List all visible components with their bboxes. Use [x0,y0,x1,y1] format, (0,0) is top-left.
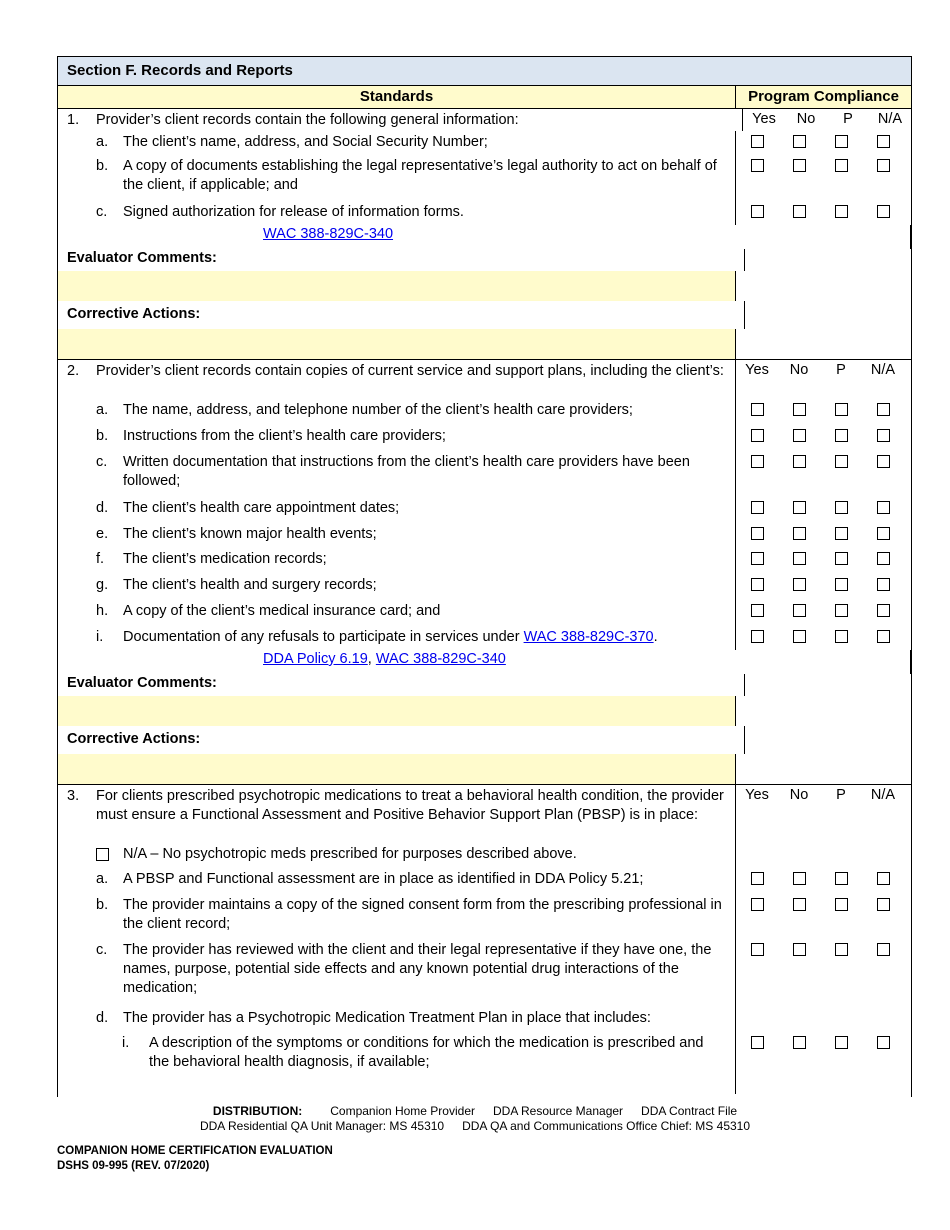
yes-checkbox[interactable] [751,135,764,148]
yes-checkbox[interactable] [751,578,764,591]
na-checkbox[interactable] [877,403,890,416]
checkbox-group [736,525,911,550]
item-1-reference-row [58,225,911,249]
form-identifier [57,1144,333,1174]
sub-text: Documentation of any refusals to participate in services under WAC 388-829C-370. [123,629,658,645]
no-checkbox[interactable] [793,429,806,442]
checkbox-group [736,602,911,628]
yes-checkbox[interactable] [751,429,764,442]
corrective-actions-field[interactable] [58,329,911,359]
compliance-header: Program Compliance [736,86,911,108]
checkbox-group [736,896,911,941]
corrective-actions-label: Corrective Actions: [58,301,745,329]
no-checkbox[interactable] [793,898,806,911]
column-labels: Yes No P N/A [752,111,903,127]
checkbox-group [736,499,911,525]
na-checkbox[interactable] [877,630,890,643]
item-3a-row: a. A PBSP and Functional assessment are in place as identified in DDA Policy 5.21; [58,870,911,896]
partial-checkbox[interactable] [835,1036,848,1049]
evaluator-comments-label: Evaluator Comments: [58,674,745,696]
item-number: 2. [67,363,80,379]
corrective-actions-field[interactable] [58,754,911,784]
yes-checkbox[interactable] [751,455,764,468]
sub-text: The name, address, and telephone number of the client’s health care providers; [123,402,633,418]
item-3-na-checkbox[interactable] [96,848,109,861]
sub-text: Written documentation that instructions from the client’s health care providers have been followed; [123,454,690,489]
na-checkbox[interactable] [877,501,890,514]
yes-checkbox[interactable] [751,527,764,540]
checkbox-group [736,576,911,602]
sub-text: A copy of documents establishing the legal representative’s legal authority to act on behalf of the client, if applicable; and [123,158,717,193]
item-2b-row: b. Instructions from the client’s health care providers; [58,427,911,453]
sub-text: Instructions from the client’s health care providers; [123,428,446,444]
sub-text: A copy of the client’s medical insurance card; and [123,603,441,619]
partial-checkbox[interactable] [835,604,848,617]
sub-text: The provider has reviewed with the client and their legal representative if they have one, the names, purpose, potential side effects and any known potential drug interactions of the medication; [123,942,712,996]
item-2h-row: h. A copy of the client’s medical insurance card; and [58,602,911,628]
na-checkbox[interactable] [877,872,890,885]
item-text: For clients prescribed psychotropic medications to treat a behavioral health condition, the provider must ensure a Functional Assessment and Positive Behavior Support Plan (PBSP) is in place: [96,788,724,823]
partial-checkbox[interactable] [835,403,848,416]
sub-text: The client’s health care appointment dates; [123,500,400,516]
yes-checkbox[interactable] [751,205,764,218]
no-checkbox[interactable] [793,578,806,591]
checkbox-group [736,453,911,499]
column-labels: Yes No P N/A [745,787,896,803]
no-checkbox[interactable] [793,455,806,468]
item-2-reference-row: DDA Policy 6.19, WAC 388-829C-340 [58,650,911,674]
checkbox-group [736,941,911,1009]
checkbox-group [736,870,911,896]
checkbox-group [736,131,911,157]
sub-text: The client’s name, address, and Social Security Number; [123,134,488,150]
no-checkbox[interactable] [793,604,806,617]
sub-text: A PBSP and Functional assessment are in place as identified in DDA Policy 5.21; [123,871,644,887]
item-2a-row: a. The name, address, and telephone number of the client’s health care providers; [58,401,911,427]
distribution-item: DDA Residential QA Unit Manager: MS 45310 [199,1119,445,1133]
evaluator-comments-label: Evaluator Comments: [58,249,745,271]
partial-checkbox[interactable] [835,429,848,442]
distribution-item: DDA QA and Communications Office Chief: MS 45310 [462,1119,751,1133]
partial-checkbox[interactable] [835,501,848,514]
item-2-row [58,359,911,401]
partial-checkbox[interactable] [835,205,848,218]
item-1a-row: a. The client’s name, address, and Social Security Number; [58,131,911,157]
item-number: 1. [67,112,80,128]
yes-checkbox[interactable] [751,630,764,643]
sub-text: Signed authorization for release of information forms. [123,204,464,220]
yes-checkbox[interactable] [751,604,764,617]
sub-text: The client’s medication records; [123,551,327,567]
sub-text: The client’s known major health events; [123,526,377,542]
yes-checkbox[interactable] [751,1036,764,1049]
item-2c-row: c. Written documentation that instructions from the client’s health care providers have been followed; [58,453,911,499]
item-number: 3. [67,788,80,804]
na-checkbox[interactable] [877,429,890,442]
wac-340-link[interactable]: WAC 388-829C-340 [263,226,394,242]
distribution-label: DISTRIBUTION: [212,1104,303,1118]
checkbox-group [736,550,911,576]
evaluator-comments-field[interactable] [58,271,911,301]
partial-checkbox[interactable] [835,527,848,540]
checkbox-group [736,157,911,203]
partial-checkbox[interactable] [835,159,848,172]
form-table [57,56,912,1097]
wac-340-link[interactable]: WAC 388-829C-340 [375,651,506,667]
na-text: N/A – No psychotropic meds prescribed for purposes described above. [123,846,577,862]
distribution-footer [0,1104,950,1134]
partial-checkbox[interactable] [835,455,848,468]
no-checkbox[interactable] [793,501,806,514]
no-checkbox[interactable] [793,872,806,885]
partial-checkbox[interactable] [835,578,848,591]
dda-policy-619-link[interactable]: DDA Policy 6.19 [263,651,368,667]
item-1b-row: b. A copy of documents establishing the legal representative’s legal authority to act on behalf of the client, if applicable; and [58,157,911,203]
item-2e-row: e. The client’s known major health events; [58,525,911,550]
yes-checkbox[interactable] [751,159,764,172]
distribution-item: DDA Contract File [641,1104,738,1118]
partial-checkbox[interactable] [835,552,848,565]
no-checkbox[interactable] [793,159,806,172]
yes-checkbox[interactable] [751,403,764,416]
item-3b-row: b. The provider maintains a copy of the signed consent form from the prescribing professional in the client record; [58,896,911,941]
sub-text: The provider has a Psychotropic Medication Treatment Plan in place that includes: [123,1010,651,1026]
corrective-actions-label: Corrective Actions: [58,726,745,754]
item-2g-row: g. The client’s health and surgery records; [58,576,911,602]
sub-text: The provider maintains a copy of the signed consent form from the prescribing professional in the client record; [123,897,722,932]
form-number: DSHS 09-995 (REV. 07/2020) [57,1160,210,1172]
na-checkbox[interactable] [877,1036,890,1049]
yes-checkbox[interactable] [751,501,764,514]
sub-text: The client’s health and surgery records; [123,577,377,593]
na-checkbox[interactable] [877,205,890,218]
item-3-na-row [58,845,911,870]
yes-checkbox[interactable] [751,552,764,565]
checkbox-group [736,401,911,427]
partial-checkbox[interactable] [835,135,848,148]
no-checkbox[interactable] [793,1036,806,1049]
no-checkbox[interactable] [793,630,806,643]
checkbox-group [736,628,911,650]
partial-checkbox[interactable] [835,898,848,911]
item-3c-row: c. The provider has reviewed with the client and their legal representative if they have one, the names, purpose, potential side effects and any known potential drug interactions of the medication; [58,941,911,1009]
item-3-row [58,784,911,845]
no-checkbox[interactable] [793,403,806,416]
item-1c-row: c. Signed authorization for release of information forms. [58,203,911,225]
no-checkbox[interactable] [793,205,806,218]
item-3d-row: d. The provider has a Psychotropic Medication Treatment Plan in place that includes: [58,1009,911,1034]
na-checkbox[interactable] [877,135,890,148]
yes-checkbox[interactable] [751,872,764,885]
na-checkbox[interactable] [877,604,890,617]
no-checkbox[interactable] [793,552,806,565]
na-checkbox[interactable] [877,455,890,468]
item-text: Provider’s client records contain copies of current service and support plans, including the client’s: [96,363,724,379]
no-checkbox[interactable] [793,943,806,956]
yes-checkbox[interactable] [751,943,764,956]
item-text: Provider’s client records contain the following general information: [96,112,519,128]
sub-text: A description of the symptoms or conditions for which the medication is prescribed and the behavioral health diagnosis, if available; [149,1035,704,1070]
na-checkbox[interactable] [877,898,890,911]
partial-checkbox[interactable] [835,943,848,956]
na-checkbox[interactable] [877,578,890,591]
partial-checkbox[interactable] [835,630,848,643]
table-header [58,86,911,109]
standards-header: Standards [58,86,736,108]
yes-checkbox[interactable] [751,898,764,911]
checkbox-group [736,427,911,453]
item-1-row [58,109,911,131]
form-title: COMPANION HOME CERTIFICATION EVALUATION [57,1145,333,1157]
wac-370-link[interactable]: WAC 388-829C-370 [523,629,654,645]
na-checkbox[interactable] [877,552,890,565]
checkbox-group [736,1034,911,1094]
evaluator-comments-field[interactable] [58,696,911,726]
distribution-item: DDA Resource Manager [492,1104,624,1118]
item-2d-row: d. The client’s health care appointment dates; [58,499,911,525]
no-checkbox[interactable] [793,135,806,148]
item-2f-row: f. The client’s medication records; [58,550,911,576]
column-labels: Yes No P N/A [745,362,896,378]
no-checkbox[interactable] [793,527,806,540]
section-title: Section F. Records and Reports [58,57,911,86]
item-2i-row: i. Documentation of any refusals to participate in services under WAC 388-829C-370. [58,628,911,650]
na-checkbox[interactable] [877,527,890,540]
partial-checkbox[interactable] [835,872,848,885]
item-3d-i-row: i. A description of the symptoms or conditions for which the medication is prescribed and the behavioral health diagnosis, if available; [58,1034,911,1094]
distribution-item: Companion Home Provider [330,1104,475,1118]
checkbox-group [736,203,911,225]
na-checkbox[interactable] [877,159,890,172]
na-checkbox[interactable] [877,943,890,956]
